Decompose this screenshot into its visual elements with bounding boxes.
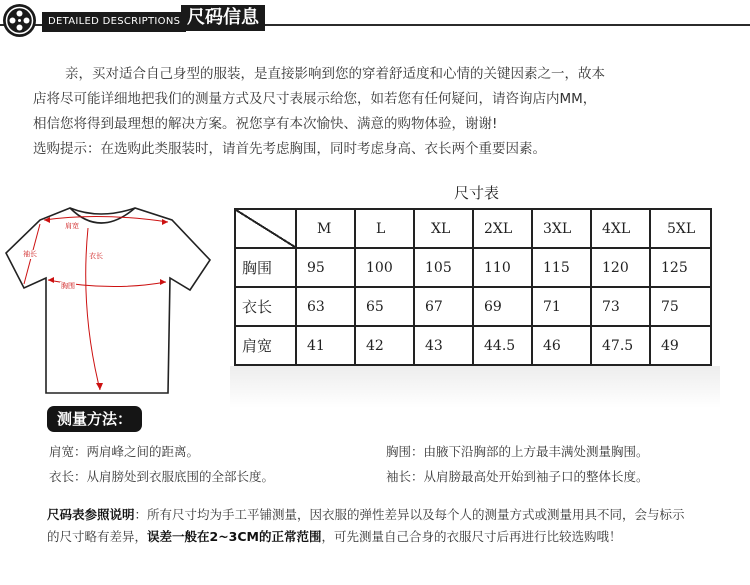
def-sleeve: 袖长：从肩膀最高处开始到袖子口的整体长度。 xyxy=(386,469,649,484)
sleeve-label: 袖长 xyxy=(23,250,37,258)
note-text-2b: ，可先测量自己合身的衣服尺寸后再进行比较选购哦！ xyxy=(321,529,622,544)
film-reel-icon xyxy=(3,4,36,37)
table-cell: 100 xyxy=(355,248,414,287)
note-line-2 xyxy=(47,526,737,548)
size-header: 4XL xyxy=(591,209,650,248)
table-cell: 125 xyxy=(650,248,711,287)
size-header-row xyxy=(235,209,711,248)
header-chinese-title: 尺码信息 xyxy=(181,5,265,31)
table-cell: 49 xyxy=(650,326,711,365)
note-heading: 尺码表参照说明 xyxy=(47,507,135,522)
table-cell: 71 xyxy=(532,287,591,326)
table-cell: 67 xyxy=(414,287,473,326)
intro-line-1: 亲，买对适合自己身型的服装，是直接影响到您的穿着舒适度和心情的关键因素之一，故本 xyxy=(65,66,605,82)
table-cell: 75 xyxy=(650,287,711,326)
table-row xyxy=(235,287,711,326)
table-shadow xyxy=(230,366,720,408)
method-title: 测量方法： xyxy=(47,406,142,432)
header-english-title: DETAILED DESCRIPTIONS xyxy=(42,12,186,32)
table-cell: 65 xyxy=(355,287,414,326)
table-row xyxy=(235,248,711,287)
table-corner-cell xyxy=(235,209,296,248)
chest-label: 胸围 xyxy=(61,282,75,290)
table-cell: 47.5 xyxy=(591,326,650,365)
intro-line-3: 相信您将得到最理想的解决方案。祝您享有本次愉快、满意的购物体验，谢谢! xyxy=(33,116,498,132)
def-length: 衣长：从肩膀处到衣服底围的全部长度。 xyxy=(49,469,275,484)
table-cell: 63 xyxy=(296,287,355,326)
table-cell: 43 xyxy=(414,326,473,365)
table-cell: 105 xyxy=(414,248,473,287)
size-header: 2XL xyxy=(473,209,532,248)
size-header: M xyxy=(296,209,355,248)
table-cell: 46 xyxy=(532,326,591,365)
row-label-shoulder: 肩宽 xyxy=(235,326,296,365)
note-tolerance: 误差一般在2~3CM的正常范围 xyxy=(147,529,322,544)
size-table-title: 尺寸表 xyxy=(454,184,500,202)
note-text-1: ：所有尺寸均为手工平铺测量，因衣服的弹性差异以及每个人的测量方式或测量用具不同，会与标示 xyxy=(134,507,685,522)
size-note xyxy=(47,504,737,548)
length-label: 衣长 xyxy=(89,252,103,260)
note-text-2a: 的尺寸略有差异， xyxy=(47,529,148,544)
def-chest: 胸围：由腋下沿胸部的上方最丰满处测量胸围。 xyxy=(386,444,649,459)
table-cell: 42 xyxy=(355,326,414,365)
intro-text xyxy=(33,62,723,162)
row-label-chest: 胸围 xyxy=(235,248,296,287)
table-cell: 44.5 xyxy=(473,326,532,365)
table-cell: 110 xyxy=(473,248,532,287)
note-line-1 xyxy=(47,504,737,526)
table-cell: 41 xyxy=(296,326,355,365)
table-cell: 95 xyxy=(296,248,355,287)
tshirt-diagram xyxy=(0,180,222,410)
tshirt-outline-icon xyxy=(0,180,222,410)
size-header: 5XL xyxy=(650,209,711,248)
table-cell: 69 xyxy=(473,287,532,326)
table-row xyxy=(235,326,711,365)
intro-line-2: 店将尽可能详细地把我们的测量方式及尺寸表展示给您，如若您有任何疑问，请咨询店内MM， xyxy=(33,91,597,107)
shoulder-label: 肩宽 xyxy=(65,222,79,230)
table-cell: 120 xyxy=(591,248,650,287)
table-cell: 115 xyxy=(532,248,591,287)
section-header xyxy=(0,0,750,40)
def-shoulder: 肩宽：两肩峰之间的距离。 xyxy=(49,444,200,459)
size-header: XL xyxy=(414,209,473,248)
size-table xyxy=(234,208,712,366)
size-header: 3XL xyxy=(532,209,591,248)
intro-line-4: 选购提示：在选购此类服装时，请首先考虑胸围，同时考虑身高、衣长两个重要因素。 xyxy=(33,141,546,157)
table-cell: 73 xyxy=(591,287,650,326)
size-header: L xyxy=(355,209,414,248)
row-label-length: 衣长 xyxy=(235,287,296,326)
